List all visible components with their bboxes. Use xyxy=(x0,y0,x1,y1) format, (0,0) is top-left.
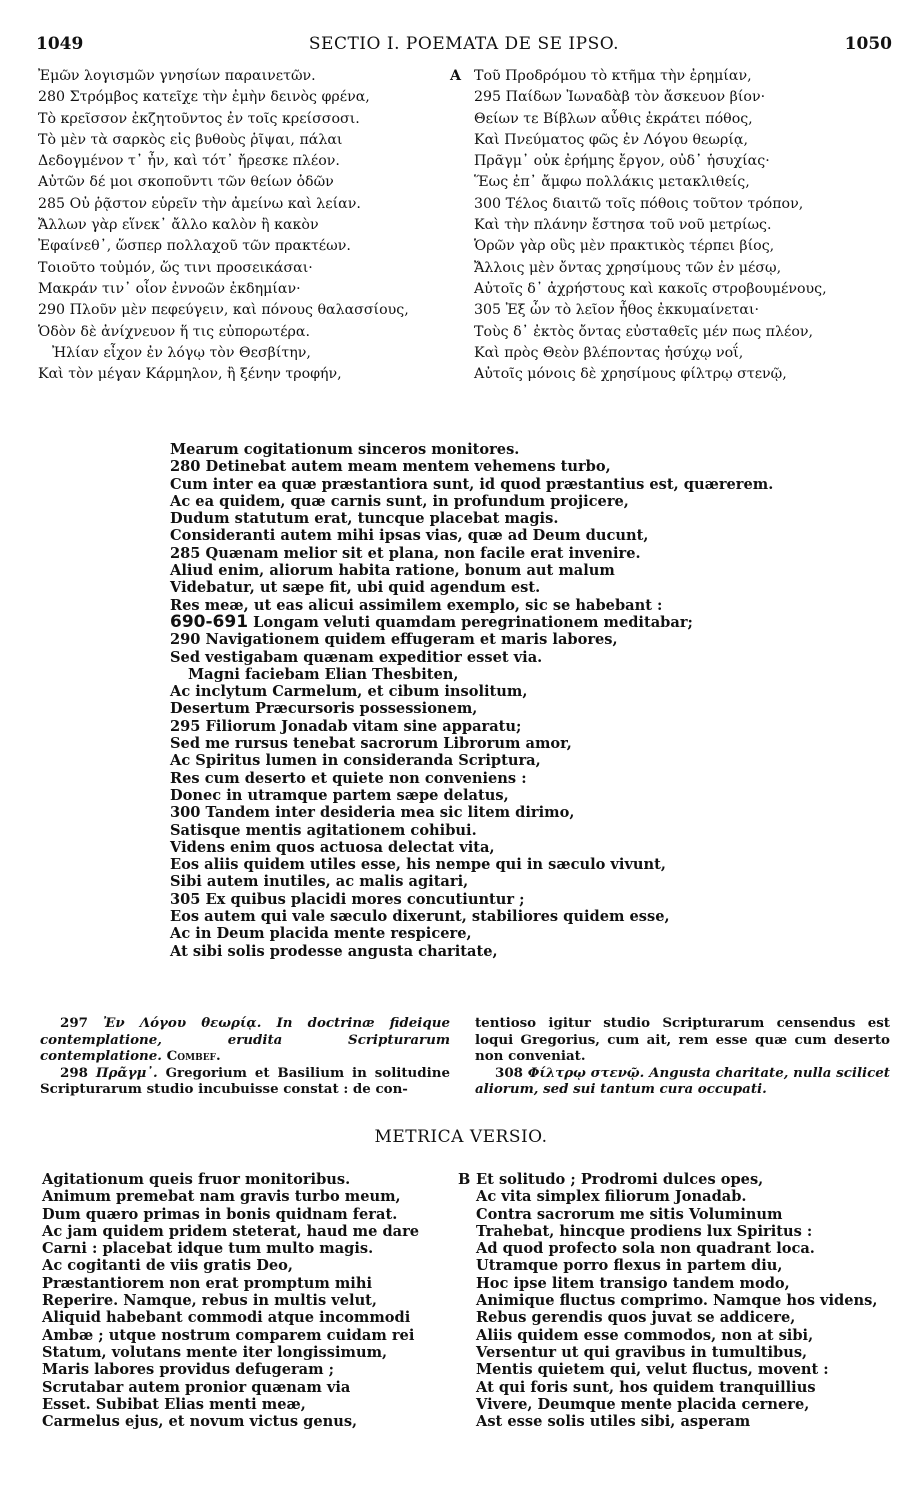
latin-line: At sibi solis prodesse angusta charitate, xyxy=(170,942,498,960)
greek-line: 280 Στρόμβος κατεῖχε τὴν ἐμὴν δεινὸς φρένα, xyxy=(38,89,370,106)
verse-line: Animique fluctus comprimo. Namque hos videns, xyxy=(476,1292,878,1310)
latin-line: Sed vestigabam quænam expeditior esset via. xyxy=(170,648,543,666)
greek-line: Μακράν τιν᾽ οἷον ἐννοῶν ἐκδημίαν· xyxy=(38,280,301,297)
latin-line: Eos aliis quidem utiles esse, his nempe qui in sæculo vivunt, xyxy=(170,856,666,874)
greek-line: 290 Πλοῦν μὲν πεφεύγειν, καὶ πόνους θαλασσίους, xyxy=(38,302,409,319)
latin-line: Videbatur, ut sæpe fit, ubi quid agendum est. xyxy=(170,579,541,597)
greek-line: Ὁρῶν γὰρ οὓς μὲν πρακτικὸς τέρπει βίος, xyxy=(474,238,775,255)
verse-line: Carmelus ejus, et novum victus genus, xyxy=(42,1413,358,1431)
verse-line: Carni : placebat idque tum multo magis. xyxy=(42,1240,374,1258)
verse-line: Ast esse solis utiles sibi, asperam xyxy=(476,1413,751,1431)
greek-line: Καὶ πρὸς Θεὸν βλέποντας ἡσύχῳ νοΐ, xyxy=(474,344,744,361)
greek-line: Δεδογμένον τ᾽ ἦν, καὶ τότ᾽ ἤρεσκε πλέον. xyxy=(38,153,340,170)
greek-line: Ἠλίαν εἶχον ἐν λόγῳ τὸν Θεσβίτην, xyxy=(52,344,311,361)
page-number-left: 1049 xyxy=(36,34,84,54)
latin-line: Donec in utramque partem sæpe delatus, xyxy=(170,786,509,804)
verse-line: Animum premebat nam gravis turbo meum, xyxy=(42,1188,401,1206)
verse-line: Hoc ipse litem transigo tandem modo, xyxy=(476,1274,790,1292)
greek-line: Τὸ κρεῖσσον ἐκζητοῦντος ἐν τοῖς κρείσσοσι. xyxy=(38,110,360,127)
verse-line: Statum, volutans mente iter longissimum, xyxy=(42,1343,388,1361)
margin-letter-a: A xyxy=(450,68,462,84)
greek-line: 300 Τέλος διαιτῶ τοῖς πόθοις τοῦτον τρόπον, xyxy=(474,195,804,212)
latin-line: Sed me rursus tenebat sacrorum Librorum amor, xyxy=(170,735,572,753)
greek-line: Τὸ μὲν τὰ σαρκὸς εἰς βυθοὺς ῥῖψαι, πάλαι xyxy=(38,131,343,148)
verse-line: Contra sacrorum me sitis Voluminum xyxy=(476,1205,783,1223)
latin-line: Cum inter ea quæ præstantiora sunt, id quod præstantius est, quærerem. xyxy=(170,475,774,493)
greek-line: Τοῦ Προδρόμου τὸ κτῆμα τὴν ἐρημίαν, xyxy=(474,68,752,84)
metrica-versio-left-column xyxy=(42,1171,442,1430)
latin-line: Ac in Deum placida mente respicere, xyxy=(170,925,472,943)
greek-line: 295 Παίδων Ἰωναδὰβ τὸν ἄσκευον βίον· xyxy=(474,89,766,106)
verse-line: Ac vita simplex filiorum Jonadab. xyxy=(476,1188,747,1206)
latin-line: 280 Detinebat autem meam mentem vehemens turbo, xyxy=(170,458,611,476)
greek-text-left-column xyxy=(38,66,448,385)
latin-line: Res cum deserto et quiete non conveniens : xyxy=(170,769,527,787)
verse-line: Dum quæro primas in bonis quidnam ferat. xyxy=(42,1205,398,1223)
verse-line: Scrutabar autem pronior quænam via xyxy=(42,1378,351,1396)
greek-text-right-column xyxy=(452,66,892,385)
greek-line: Καὶ τὴν πλάνην ἔστησα τοῦ νοῦ μετρίως. xyxy=(474,217,772,234)
latin-line: Sibi autem inutiles, ac malis agitari, xyxy=(170,873,469,891)
greek-line: Καὶ τὸν μέγαν Κάρμηλον, ἢ ξένην τροφήν, xyxy=(38,366,342,383)
verse-line: Aliis quidem esse commodos, non at sibi, xyxy=(476,1326,814,1344)
greek-line: Ὁδὸν δὲ ἀνίχνευον ἥ τις εὐπορωτέρα. xyxy=(38,323,310,340)
page-number-right: 1050 xyxy=(844,34,892,54)
latin-line: 290 Navigationem quidem effugeram et maris labores, xyxy=(170,631,618,649)
footnote-297: 297 Ἐν Λόγου θεωρίᾳ. In doctrinæ fideique contemplatione, erudita Scripturarum contemplatione. Combef. xyxy=(40,1015,450,1064)
verse-line: Trahebat, hincque prodiens lux Spiritus : xyxy=(476,1222,813,1240)
greek-line: Ἄλλοις μὲν ὄντας χρησίμους τῶν ἐν μέσῳ, xyxy=(474,259,782,276)
latin-line: 305 Ex quibus placidi mores concutiuntur ; xyxy=(170,890,525,908)
metrica-versio-right-column xyxy=(458,1171,898,1430)
greek-line: 305 Ἐξ ὧν τὸ λεῖον ἦθος ἐκκυμαίνεται· xyxy=(474,302,760,319)
latin-line: Aliud enim, aliorum habita ratione, bonum aut malum xyxy=(170,562,615,580)
latin-line: Res meæ, ut eas alicui assimilem exemplo, sic se habebant : xyxy=(170,596,663,614)
verse-line: Utramque porro flexus in partem diu, xyxy=(476,1257,783,1275)
greek-line: Θείων τε Βίβλων αὖθις ἐκράτει πόθος, xyxy=(474,110,753,127)
greek-line: Τοιοῦτο τοὐμόν, ὥς τινι προσεικάσαι· xyxy=(38,259,313,276)
verse-line: Rebus gerendis quos juvat se addicere, xyxy=(476,1309,796,1327)
greek-line: Ἕως ἐπ᾽ ἄμφω πολλάκις μετακλιθείς, xyxy=(474,174,750,191)
footnotes-left-column xyxy=(40,1015,450,1098)
footnote-308: 308 Φίλτρῳ στενῷ. Angusta charitate, nulla scilicet aliorum, sed sui tantum cura occupati. xyxy=(475,1064,890,1097)
latin-line: Longam veluti quamdam peregrinationem meditabar; xyxy=(253,613,693,631)
latin-line: 295 Filiorum Jonadab vitam sine apparatu; xyxy=(170,717,522,735)
verse-line: Ac cogitanti de viis gratis Deo, xyxy=(42,1257,293,1275)
latin-line: 285 Quænam melior sit et plana, non facile erat invenire. xyxy=(170,544,641,562)
latin-line: Mearum cogitationum sinceros monitores. xyxy=(170,441,520,458)
latin-line: Eos autem qui vale sæculo dixerunt, stabiliores quidem esse, xyxy=(170,908,670,926)
greek-line: 285 Οὐ ῥᾷστον εὑρεῖν τὴν ἀμείνω καὶ λείαν. xyxy=(38,195,361,212)
running-head xyxy=(36,34,892,58)
verse-line: Vivere, Deumque mente placida cernere, xyxy=(476,1395,810,1413)
greek-line: Αὐτοῖς δ᾽ ἀχρήστους καὶ κακοῖς στροβουμένους, xyxy=(474,280,827,297)
latin-line: Consideranti autem mihi ipsas vias, quæ ad Deum ducunt, xyxy=(170,527,649,545)
latin-line: Magni faciebam Elian Thesbiten, xyxy=(188,665,459,683)
latin-line: 300 Tandem inter desideria mea sic litem dirimo, xyxy=(170,804,575,822)
greek-line: Ἐμῶν λογισμῶν γνησίων παραινετῶν. xyxy=(38,68,316,84)
column-reference-number: 690-691 xyxy=(170,611,249,632)
footnote-298: 298 Πρᾶγμ᾽. Gregorium et Basilium in solitudine Scripturarum studio incubuisse constat : de con- xyxy=(40,1064,450,1097)
greek-line: Ἐφαίνεθ᾽, ὥσπερ πολλαχοῦ τῶν πρακτέων. xyxy=(38,238,351,255)
latin-line: Videns enim quos actuosa delectat vita, xyxy=(170,838,495,856)
verse-line: Aliquid habebant commodi atque incommodi xyxy=(42,1309,411,1327)
verse-line: Mentis quietem qui, velut fluctus, movent : xyxy=(476,1361,829,1379)
latin-line: Desertum Præcursoris possessionem, xyxy=(170,700,478,718)
greek-line: Καὶ Πνεύματος φῶς ἐν Λόγου θεωρίᾳ, xyxy=(474,131,748,148)
verse-line: Esset. Subibat Elias menti meæ, xyxy=(42,1395,306,1413)
verse-line: At qui foris sunt, hos quidem tranquillius xyxy=(476,1378,816,1396)
greek-line: Πρᾶγμ᾽ οὐκ ἐρήμης ἔργον, οὐδ᾽ ἡσυχίας· xyxy=(474,153,770,170)
latin-line: Dudum statutum erat, tuncque placebat magis. xyxy=(170,510,559,528)
verse-line: Præstantiorem non erat promptum mihi xyxy=(42,1274,373,1292)
greek-line: Αὐτοῖς μόνοις δὲ χρησίμους φίλτρῳ στενῷ, xyxy=(474,366,787,383)
latin-line: Ac Spiritus lumen in consideranda Scriptura, xyxy=(170,752,541,770)
verse-line: Ac jam quidem pridem steterat, haud me dare xyxy=(42,1222,420,1240)
latin-line: Ac inclytum Carmelum, et cibum insolitum, xyxy=(170,683,528,701)
greek-line: Ἄλλων γὰρ εἵνεκ᾽ ἄλλο καλὸν ἢ κακὸν xyxy=(38,217,319,234)
verse-line: Reperire. Namque, rebus in multis velut, xyxy=(42,1292,378,1310)
verse-line: Ambæ ; utque nostrum comparem cuidam rei xyxy=(42,1326,415,1344)
verse-line: Maris labores providus defugeram ; xyxy=(42,1361,335,1379)
footnotes-right-column xyxy=(475,1015,890,1098)
latin-translation xyxy=(170,441,810,960)
greek-line: Αὐτῶν δέ μοι σκοποῦντι τῶν θείων ὁδῶν xyxy=(38,174,334,191)
verse-line: Agitationum queis fruor monitoribus. xyxy=(42,1171,351,1188)
latin-line: Ac ea quidem, quæ carnis sunt, in profundum projicere, xyxy=(170,492,629,510)
running-title: SECTIO I. POEMATA DE SE IPSO. xyxy=(308,34,620,54)
verse-line: Et solitudo ; Prodromi dulces opes, xyxy=(476,1171,764,1188)
verse-line: Ad quod profecto sola non quadrant loca. xyxy=(476,1240,815,1258)
greek-line: Τοὺς δ᾽ ἐκτὸς ὄντας εὐσταθεῖς μέν πως πλέον, xyxy=(474,323,814,340)
verse-line: Versentur ut qui gravibus in tumultibus, xyxy=(476,1343,808,1361)
margin-letter-b: B xyxy=(458,1171,471,1188)
footnote-298-continued: tentioso igitur studio Scripturarum censendus est loqui Gregorius, cum ait, rem esse quæ cum deserto non conveniat. xyxy=(475,1015,890,1064)
section-heading: METRICA VERSIO. xyxy=(374,1127,548,1147)
latin-line: Satisque mentis agitationem cohibui. xyxy=(170,821,477,839)
